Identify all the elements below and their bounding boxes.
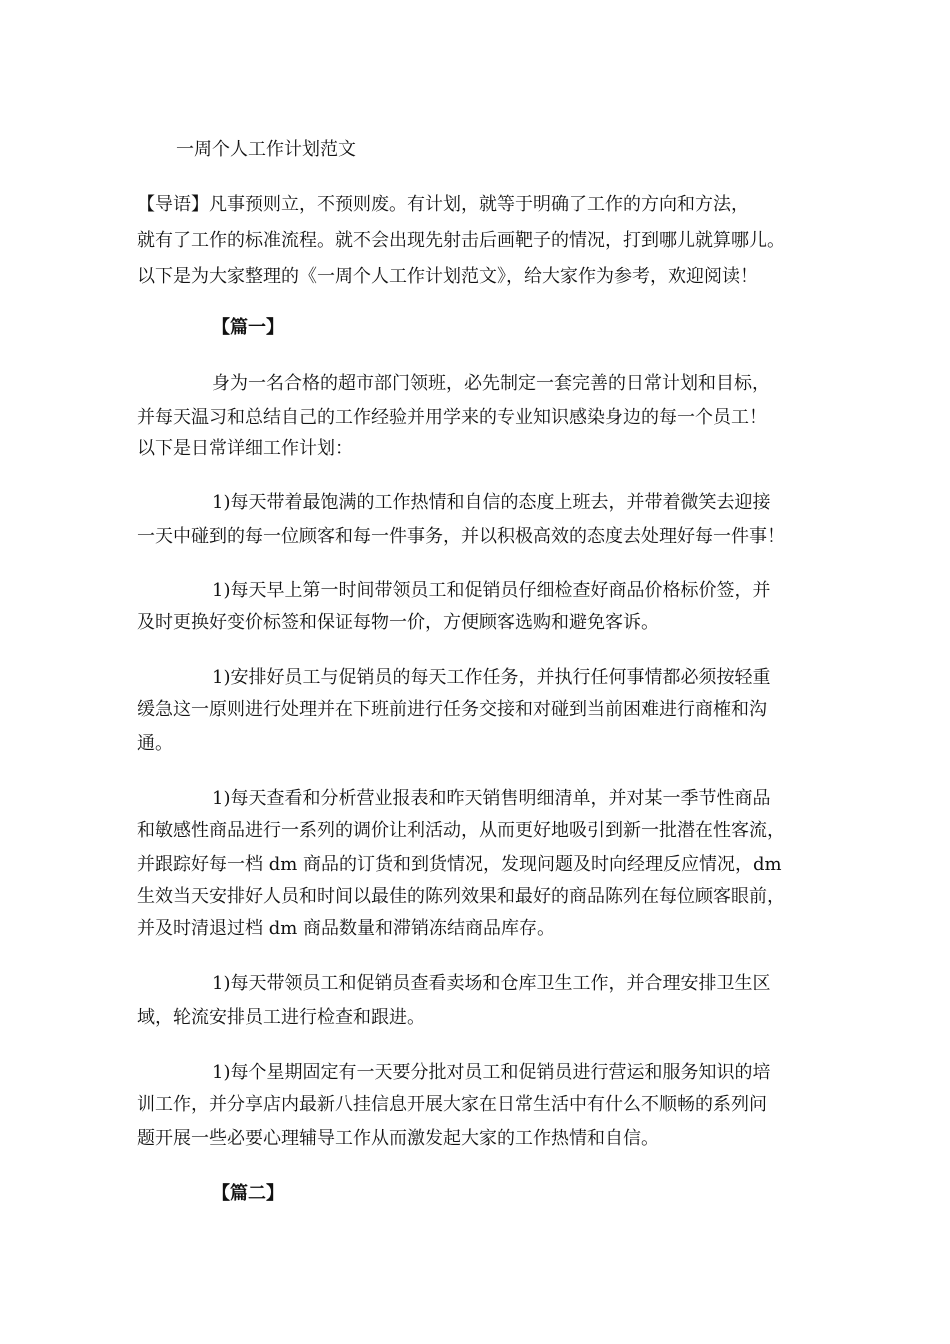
section1-intro-line-1: 身为一名合格的超市部门领班，必先制定一套完善的日常计划和目标，	[212, 373, 770, 394]
item3-line-2: 缓急这一原则进行处理并在下班前进行任务交接和对碰到当前困难进行商榷和沟	[137, 699, 767, 720]
item1-line-1: 1)每天带着最饱满的工作热情和自信的态度上班去，并带着微笑去迎接	[212, 492, 771, 513]
item6-line-3: 题开展一些必要心理辅导工作从而激发起大家的工作热情和自信。	[137, 1128, 659, 1149]
item6-line-1: 1)每个星期固定有一天要分批对员工和促销员进行营运和服务知识的培	[212, 1062, 771, 1083]
item4-line-1: 1)每天查看和分析营业报表和昨天销售明细清单，并对某一季节性商品	[212, 788, 771, 809]
section1-intro-line-3: 以下是日常详细工作计划：	[137, 438, 353, 459]
item4-line-5: 并及时清退过档 dm 商品数量和滞销冻结商品库存。	[137, 918, 556, 939]
item5-line-1: 1)每天带领员工和促销员查看卖场和仓库卫生工作，并合理安排卫生区	[212, 973, 771, 994]
document-title: 一周个人工作计划范文	[176, 139, 356, 160]
item3-line-1: 1)安排好员工与促销员的每天工作任务，并执行任何事情都必须按轻重	[212, 667, 771, 688]
section1-intro-line-2: 并每天温习和总结自己的工作经验并用学来的专业知识感染身边的每一个员工！	[137, 407, 767, 428]
item6-line-2: 训工作，并分享店内最新八挂信息开展大家在日常生活中有什么不顺畅的系列问	[137, 1094, 767, 1115]
section-heading-1: 【篇一】	[212, 317, 284, 338]
item2-line-1: 1)每天早上第一时间带领员工和促销员仔细检查好商品价格标价签，并	[212, 580, 771, 601]
intro-line-2: 就有了工作的标准流程。就不会出现先射击后画靶子的情况，打到哪儿就算哪儿。	[137, 230, 785, 251]
section-heading-2: 【篇二】	[212, 1183, 284, 1204]
item2-line-2: 及时更换好变价标签和保证每物一价，方便顾客选购和避免客诉。	[137, 612, 659, 633]
intro-line-1: 【导语】凡事预则立，不预则废。有计划，就等于明确了工作的方向和方法，	[137, 194, 749, 215]
item1-line-2: 一天中碰到的每一位顾客和每一件事务，并以积极高效的态度去处理好每一件事！	[137, 526, 785, 547]
item4-line-3: 并跟踪好每一档 dm 商品的订货和到货情况，发现问题及时向经理反应情况，dm	[137, 854, 782, 875]
item3-line-3: 通。	[137, 733, 173, 754]
intro-line-3: 以下是为大家整理的《一周个人工作计划范文》，给大家作为参考，欢迎阅读！	[137, 266, 758, 287]
item5-line-2: 域，轮流安排员工进行检查和跟进。	[137, 1007, 425, 1028]
item4-line-4: 生效当天安排好人员和时间以最佳的陈列效果和最好的商品陈列在每位顾客眼前，	[137, 886, 785, 907]
item4-line-2: 和敏感性商品进行一系列的调价让利活动，从而更好地吸引到新一批潜在性客流，	[137, 820, 785, 841]
